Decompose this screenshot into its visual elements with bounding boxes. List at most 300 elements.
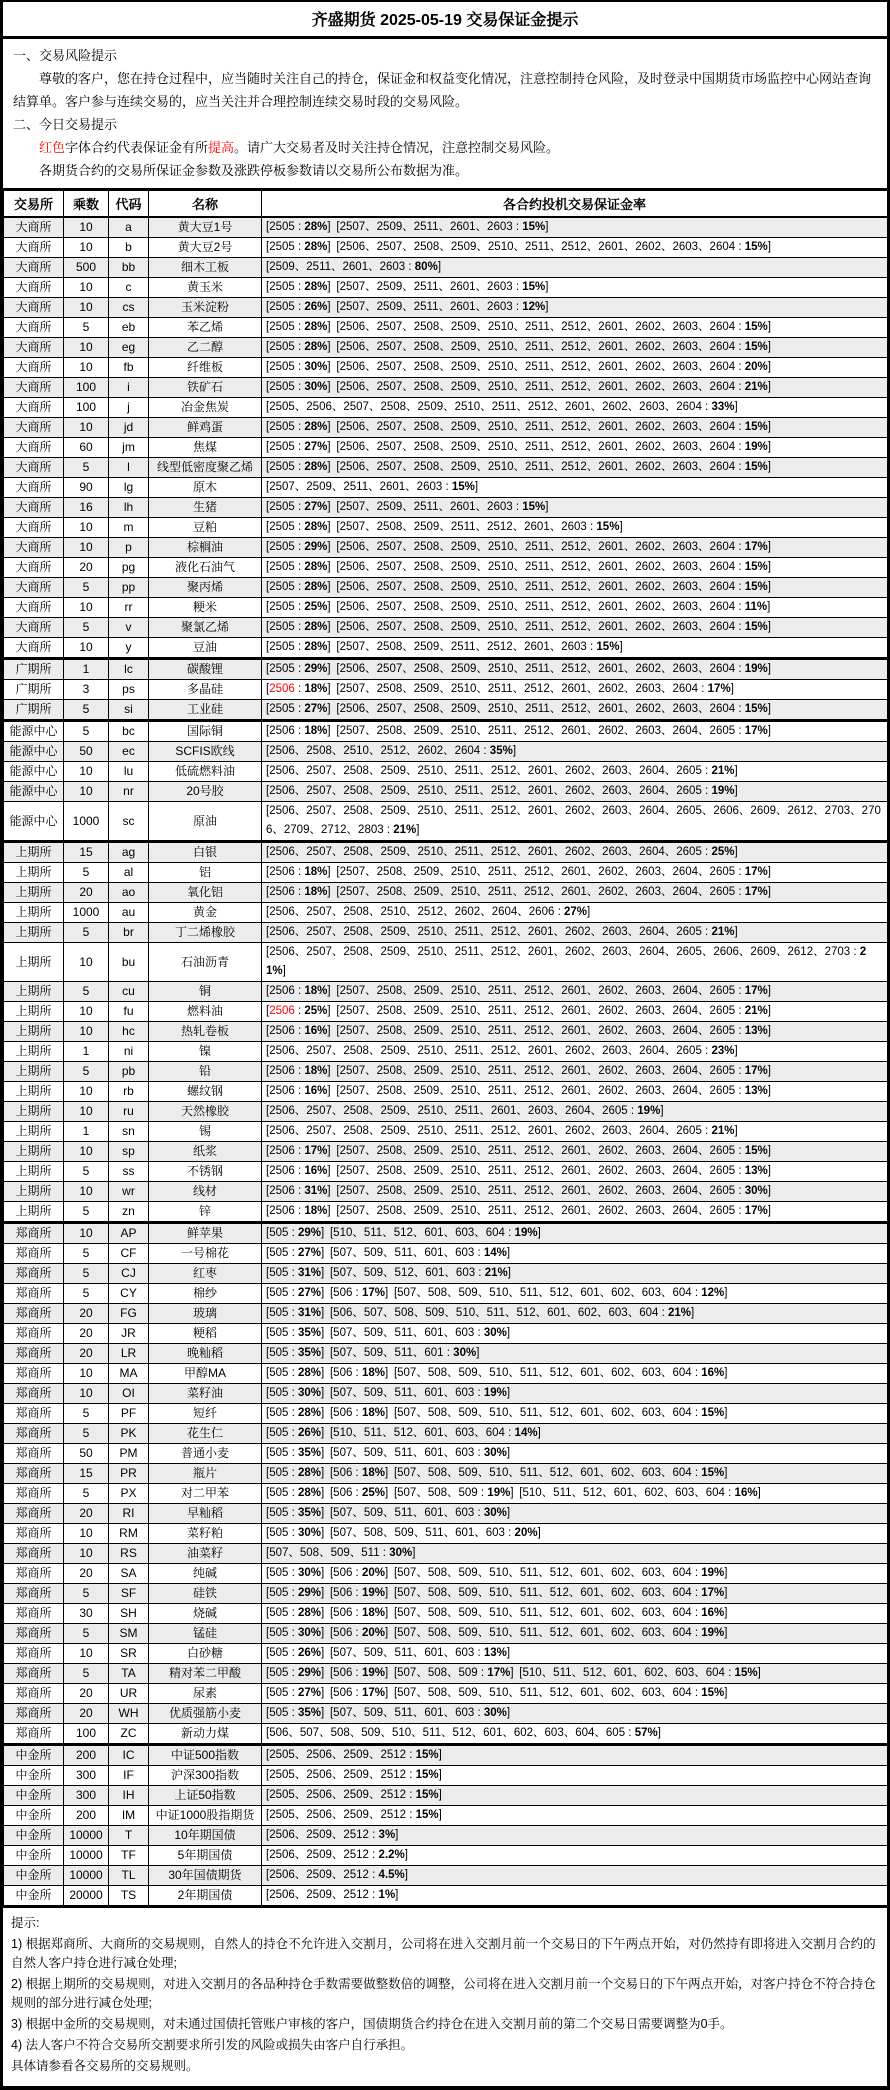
margin-rate-value: 17% xyxy=(487,1667,511,1679)
cell-code: j xyxy=(109,398,149,418)
contract-months: 505 xyxy=(269,1567,289,1579)
cell-exchange: 郑商所 xyxy=(4,1324,64,1344)
cell-exchange: 大商所 xyxy=(4,298,64,318)
cell-multiplier: 10 xyxy=(64,238,109,258)
table-row xyxy=(4,378,888,398)
table-row xyxy=(4,1745,888,1766)
margin-rate-value: 25% xyxy=(304,601,328,613)
cell-exchange: 中金所 xyxy=(4,1766,64,1786)
margin-rate-value: 28% xyxy=(304,421,328,433)
margin-rate-value: 18% xyxy=(304,683,328,695)
cell-code: PF xyxy=(109,1404,149,1424)
col-header-multiplier: 乘数 xyxy=(64,190,109,218)
margin-rate-value: 19% xyxy=(361,1667,385,1679)
note-item: 1) 根据郑商所、大商所的交易规则，自然人的持仓不允许进入交割月，公司将在进入交割月前一个交易日的下午两点开始，对仍然持有即将进入交割月合约的自然人客户持仓进行减仓处理; xyxy=(11,1937,876,1970)
table-row xyxy=(4,1604,888,1624)
cell-exchange: 大商所 xyxy=(4,378,64,398)
contract-months: 506 xyxy=(333,1567,353,1579)
contract-months: 2505 xyxy=(269,501,295,513)
cell-multiplier: 5 xyxy=(64,1624,109,1644)
cell-multiplier: 200 xyxy=(64,1745,109,1766)
cell-exchange: 郑商所 xyxy=(4,1584,64,1604)
cell-multiplier: 100 xyxy=(64,1724,109,1745)
cell-exchange: 郑商所 xyxy=(4,1304,64,1324)
margin-rate-value: 15% xyxy=(744,461,768,473)
cell-name: 尿素 xyxy=(149,1684,262,1704)
margin-rate-value: 15% xyxy=(701,1687,725,1699)
cell-exchange: 能源中心 xyxy=(4,762,64,782)
table-row xyxy=(4,1062,888,1082)
cell-code: IC xyxy=(109,1745,149,1766)
contract-months: 2505 xyxy=(269,421,295,433)
contract-months: 505 xyxy=(269,1507,289,1519)
cell-exchange: 中金所 xyxy=(4,1786,64,1806)
cell-multiplier: 10 xyxy=(64,538,109,558)
cell-code: ru xyxy=(109,1102,149,1122)
margin-rate-value: 27% xyxy=(297,1247,322,1259)
cell-name: 锰硅 xyxy=(149,1624,262,1644)
margin-rate-value: 29% xyxy=(297,1587,322,1599)
contract-months: 506 xyxy=(333,1627,353,1639)
margin-rate-value: 17% xyxy=(744,1205,768,1217)
table-row xyxy=(4,1182,888,1202)
contract-months: 2506、2508、2510、2512、2602、2604 xyxy=(269,745,481,757)
contract-months: 507、508、509、510、511、512、601、602、603、604 xyxy=(397,1607,692,1619)
cell-exchange: 郑商所 xyxy=(4,1344,64,1364)
contract-months: 507、508、509、511 xyxy=(269,1547,380,1559)
cell-exchange: 中金所 xyxy=(4,1886,64,1907)
cell-margin-rates: [505 : 35%] [507、509、511、601、603 : 30%] xyxy=(262,1504,888,1524)
cell-multiplier: 5 xyxy=(64,721,109,742)
cell-exchange: 中金所 xyxy=(4,1745,64,1766)
cell-multiplier: 3 xyxy=(64,680,109,700)
contract-months: 507、508、509、510、511、512、601、602、603、604 xyxy=(397,1587,692,1599)
cell-margin-rates: [505 : 30%] [506 : 20%] [507、508、509、510、511、512、601、602、603、604 : 19%] xyxy=(262,1564,888,1584)
cell-margin-rates: [505 : 28%] [506 : 18%] [507、508、509、510、511、512、601、602、603、604 : 16%] xyxy=(262,1364,888,1384)
cell-name: 上证50指数 xyxy=(149,1786,262,1806)
note-item: 4) 法人客户不符合交易所交割要求所引发的风险或损失由客户自行承担。 xyxy=(11,2038,414,2052)
risk-body: 尊敬的客户，您在持仓过程中，应当随时关注自己的持仓，保证金和权益变化情况，注意控制持仓风险，及时登录中国期货市场监控中心网站查询结算单。客户参与连续交易的，应当关注并合理控制连续交易时段的交易风险。 xyxy=(13,71,872,109)
cell-margin-rates: [2506 : 18%] [2507、2508、2509、2510、2511、2512、2601、2602、2603、2604、2605 : 17%] xyxy=(262,982,888,1002)
contract-months: 2507、2508、2509、2510、2511、2512、2601、2602、2603、2604、2605 xyxy=(339,1185,736,1197)
cell-multiplier: 10 xyxy=(64,1223,109,1244)
cell-multiplier: 20 xyxy=(64,1564,109,1584)
cell-code: IH xyxy=(109,1786,149,1806)
cell-name: 黄大豆1号 xyxy=(149,217,262,238)
cell-multiplier: 300 xyxy=(64,1766,109,1786)
cell-exchange: 郑商所 xyxy=(4,1664,64,1684)
cell-exchange: 上期所 xyxy=(4,1102,64,1122)
margin-rate-value: 30% xyxy=(297,1527,322,1539)
margin-rate-value: 13% xyxy=(483,1647,507,1659)
cell-exchange: 大商所 xyxy=(4,478,64,498)
cell-margin-rates: [505 : 27%] [507、509、511、601、603 : 14%] xyxy=(262,1244,888,1264)
cell-margin-rates: [2506 : 18%] [2507、2508、2509、2510、2511、2512、2601、2602、2603、2604、2605 : 17%] xyxy=(262,883,888,903)
margin-rate-value: 16% xyxy=(734,1487,758,1499)
cell-code: y xyxy=(109,638,149,659)
contract-months: 2505 xyxy=(269,321,295,333)
cell-exchange: 郑商所 xyxy=(4,1724,64,1745)
today-heading: 二、今日交易提示 xyxy=(13,117,118,132)
contract-months: 506 xyxy=(333,1407,353,1419)
cell-code: bb xyxy=(109,258,149,278)
contract-months: 505 xyxy=(269,1487,289,1499)
contract-months: 505 xyxy=(269,1227,289,1239)
margin-rate-value: 17% xyxy=(707,683,731,695)
margin-rate-value: 13% xyxy=(744,1085,768,1097)
cell-name: 油菜籽 xyxy=(149,1544,262,1564)
cell-exchange: 大商所 xyxy=(4,217,64,238)
margin-rate-value: 30% xyxy=(389,1547,413,1559)
contract-months: 507、509、511、601、603 xyxy=(333,1507,475,1519)
contract-months: 2507、2508、2509、2510、2511、2512、2601、2602、2603、2604、2605 xyxy=(339,1165,736,1177)
cell-exchange: 大商所 xyxy=(4,398,64,418)
cell-margin-rates: [505 : 30%] [507、508、509、511、601、603 : 20%] xyxy=(262,1524,888,1544)
contract-months: 505 xyxy=(269,1627,289,1639)
cell-code: pb xyxy=(109,1062,149,1082)
table-row xyxy=(4,278,888,298)
contract-months: 2506 xyxy=(269,886,295,898)
cell-margin-rates: [2506、2509、2512 : 4.5%] xyxy=(262,1866,888,1886)
cell-name: 铅 xyxy=(149,1062,262,1082)
contract-months: 2505 xyxy=(269,641,295,653)
cell-exchange: 大商所 xyxy=(4,358,64,378)
contract-months: 505 xyxy=(269,1247,289,1259)
cell-multiplier: 5 xyxy=(64,863,109,883)
margin-rate-value: 15% xyxy=(744,341,768,353)
col-header-name: 名称 xyxy=(149,190,262,218)
cell-code: PR xyxy=(109,1464,149,1484)
margin-rate-value: 19% xyxy=(711,785,735,797)
table-row xyxy=(4,238,888,258)
cell-exchange: 上期所 xyxy=(4,1082,64,1102)
cell-code: rb xyxy=(109,1082,149,1102)
cell-margin-rates: [505 : 29%] [510、511、512、601、603、604 : 19%] xyxy=(262,1223,888,1244)
cell-name: 硅铁 xyxy=(149,1584,262,1604)
cell-code: ni xyxy=(109,1042,149,1062)
cell-code: bu xyxy=(109,943,149,982)
table-row xyxy=(4,558,888,578)
cell-multiplier: 10 xyxy=(64,1082,109,1102)
cell-multiplier: 10 xyxy=(64,358,109,378)
margin-rate-value: 35% xyxy=(489,745,513,757)
cell-code: fb xyxy=(109,358,149,378)
cell-margin-rates: [505 : 30%] [506 : 20%] [507、508、509、510、511、512、601、602、603、604 : 19%] xyxy=(262,1624,888,1644)
table-row xyxy=(4,418,888,438)
table-row xyxy=(4,618,888,638)
contract-months: 507、509、511、601、603 xyxy=(333,1327,475,1339)
cell-name: 镍 xyxy=(149,1042,262,1062)
contract-months: 2507、2508、2509、2510、2511、2512、2601、2602、2603、2604、2605 xyxy=(339,1025,736,1037)
contract-months: 2506、2507、2508、2510、2512、2602、2604、2606 xyxy=(269,906,555,918)
cell-name: SCFIS欧线 xyxy=(149,742,262,762)
cell-code: PX xyxy=(109,1484,149,1504)
cell-name: 焦煤 xyxy=(149,438,262,458)
margin-rate-value: 12% xyxy=(701,1287,725,1299)
cell-exchange: 大商所 xyxy=(4,578,64,598)
cell-name: 锡 xyxy=(149,1122,262,1142)
table-row xyxy=(4,1364,888,1384)
contract-months: 2506、2507、2508、2509、2510、2511、2512、2601、2602、2603、2604 xyxy=(339,361,736,373)
contract-months: 2506、2507、2508、2509、2510、2511、2512、2601、2602、2603、2604 xyxy=(339,621,736,633)
cell-name: 10年期国债 xyxy=(149,1826,262,1846)
cell-code: wr xyxy=(109,1182,149,1202)
cell-multiplier: 10 xyxy=(64,1384,109,1404)
cell-margin-rates: [505 : 35%] [507、509、511、601 : 30%] xyxy=(262,1344,888,1364)
cell-name: 早籼稻 xyxy=(149,1504,262,1524)
margin-rate-value: 17% xyxy=(744,541,768,553)
cell-exchange: 大商所 xyxy=(4,238,64,258)
cell-multiplier: 90 xyxy=(64,478,109,498)
cell-multiplier: 5 xyxy=(64,1404,109,1424)
table-row xyxy=(4,258,888,278)
cell-margin-rates: [2506 : 18%] [2507、2508、2509、2510、2511、2512、2601、2602、2603、2604、2605 : 17%] xyxy=(262,721,888,742)
table-row xyxy=(4,903,888,923)
cell-exchange: 郑商所 xyxy=(4,1244,64,1264)
margin-rate-value: 31% xyxy=(304,1185,328,1197)
cell-exchange: 郑商所 xyxy=(4,1684,64,1704)
cell-margin-rates: [2506、2507、2508、2509、2510、2511、2512、2601、2602、2603、2604、2605 : 21%] xyxy=(262,1122,888,1142)
cell-code: CF xyxy=(109,1244,149,1264)
cell-margin-rates: [2505 : 28%] [2507、2508、2509、2511、2512、2601、2603 : 15%] xyxy=(262,518,888,538)
cell-exchange: 大商所 xyxy=(4,458,64,478)
contract-months: 2505 xyxy=(269,663,295,675)
contract-months: 506 xyxy=(333,1587,353,1599)
cell-margin-rates: [505 : 31%] [507、509、512、601、603 : 21%] xyxy=(262,1264,888,1284)
cell-name: 花生仁 xyxy=(149,1424,262,1444)
cell-name: 2年期国债 xyxy=(149,1886,262,1907)
intro-section xyxy=(3,39,887,188)
margin-rate-value: 80% xyxy=(414,261,438,273)
cell-name: 氧化铝 xyxy=(149,883,262,903)
cell-name: 棉纱 xyxy=(149,1284,262,1304)
note-item: 2) 根据上期所的交易规则，对进入交割月的各品种持仓手数需要做整数倍的调整，公司将在进入交割月前一个交易日的下午两点开始，对客户持仓不符合持仓规则的部分进行减仓处理; xyxy=(11,1977,876,2010)
contract-months: 507、509、512、601、603 xyxy=(333,1267,476,1279)
cell-exchange: 上期所 xyxy=(4,923,64,943)
contract-months: 505 xyxy=(269,1267,289,1279)
contract-months: 505 xyxy=(269,1407,289,1419)
contract-months: 2506、2507、2508、2509、2510、2511、2512、2601、2602、2603、2604 xyxy=(339,421,736,433)
table-row xyxy=(4,1002,888,1022)
cell-exchange: 能源中心 xyxy=(4,742,64,762)
cell-code: jd xyxy=(109,418,149,438)
margin-rate-value: 21% xyxy=(711,926,735,938)
margin-rate-value: 25% xyxy=(711,846,735,858)
cell-margin-rates: [505 : 31%] [506、507、508、509、510、511、512、601、602、603、604 : 21%] xyxy=(262,1304,888,1324)
contract-months: 2505 xyxy=(269,241,295,253)
margin-rate-value: 21% xyxy=(744,381,768,393)
table-row xyxy=(4,217,888,238)
cell-exchange: 郑商所 xyxy=(4,1704,64,1724)
cell-code: SR xyxy=(109,1644,149,1664)
today-line2: 各期货合约的交易所保证金参数及涨跌停板参数请以交易所公布数据为准。 xyxy=(39,163,469,178)
cell-multiplier: 10000 xyxy=(64,1866,109,1886)
cell-multiplier: 5 xyxy=(64,700,109,721)
cell-margin-rates: [2505 : 26%] [2507、2509、2511、2601、2603 : 12%] xyxy=(262,298,888,318)
cell-code: ec xyxy=(109,742,149,762)
table-row xyxy=(4,1624,888,1644)
table-row xyxy=(4,1484,888,1504)
page-title: 齐盛期货 2025-05-19 交易保证金提示 xyxy=(3,2,887,39)
margin-rate-value: 15% xyxy=(596,521,620,533)
cell-multiplier: 5 xyxy=(64,1664,109,1684)
contract-months: 2505 xyxy=(269,301,295,313)
margin-rate-value: 17% xyxy=(304,1145,328,1157)
cell-multiplier: 10000 xyxy=(64,1826,109,1846)
contract-months: 507、508、509、510、511、512、601、602、603、604 xyxy=(397,1407,692,1419)
cell-name: 石油沥青 xyxy=(149,943,262,982)
cell-margin-rates: [2505 : 27%] [2507、2509、2511、2601、2603 : 15%] xyxy=(262,498,888,518)
table-row xyxy=(4,802,888,842)
margin-rate-value: 33% xyxy=(711,401,735,413)
contract-months: 2507、2509、2511、2601、2603 xyxy=(339,501,513,513)
margin-rate-value: 29% xyxy=(304,663,328,675)
contract-months: 2506、2509、2512 xyxy=(269,1829,369,1841)
contract-months: 507、508、509 xyxy=(397,1487,478,1499)
table-row xyxy=(4,1444,888,1464)
table-row xyxy=(4,1142,888,1162)
margin-rate-value: 15% xyxy=(744,561,768,573)
cell-exchange: 广期所 xyxy=(4,700,64,721)
cell-multiplier: 5 xyxy=(64,1584,109,1604)
cell-name: 线型低密度聚乙烯 xyxy=(149,458,262,478)
cell-name: 铜 xyxy=(149,982,262,1002)
margin-rate-value: 28% xyxy=(304,461,328,473)
cell-multiplier: 200 xyxy=(64,1806,109,1826)
cell-name: 粳稻 xyxy=(149,1324,262,1344)
contract-months: 2505 xyxy=(269,361,295,373)
margin-rate-value: 17% xyxy=(744,985,768,997)
contract-months: 2505 xyxy=(269,621,295,633)
cell-code: i xyxy=(109,378,149,398)
cell-code: pp xyxy=(109,578,149,598)
cell-name: 乙二醇 xyxy=(149,338,262,358)
margin-rate-value: 17% xyxy=(361,1287,385,1299)
cell-multiplier: 10 xyxy=(64,1644,109,1664)
cell-margin-rates: [2505 : 28%] [2506、2507、2508、2509、2510、2511、2512、2601、2602、2603、2604 : 15%] xyxy=(262,238,888,258)
cell-code: ao xyxy=(109,883,149,903)
cell-exchange: 中金所 xyxy=(4,1846,64,1866)
cell-code: UR xyxy=(109,1684,149,1704)
table-row xyxy=(4,498,888,518)
cell-margin-rates: [505 : 35%] [507、509、511、601、603 : 30%] xyxy=(262,1444,888,1464)
cell-code: hc xyxy=(109,1022,149,1042)
margin-rate-value: 18% xyxy=(361,1407,385,1419)
contract-months: 505 xyxy=(269,1647,289,1659)
table-row xyxy=(4,1082,888,1102)
cell-multiplier: 10 xyxy=(64,518,109,538)
margin-rate-value: 17% xyxy=(744,1065,768,1077)
table-header-row xyxy=(4,190,888,218)
cell-exchange: 上期所 xyxy=(4,1162,64,1182)
cell-name: 菜籽粕 xyxy=(149,1524,262,1544)
margin-rate-value: 16% xyxy=(701,1367,725,1379)
cell-code: si xyxy=(109,700,149,721)
margin-rate-value: 15% xyxy=(744,621,768,633)
cell-name: 中证1000股指期货 xyxy=(149,1806,262,1826)
contract-months: 507、509、511、601、603 xyxy=(333,1387,475,1399)
cell-exchange: 郑商所 xyxy=(4,1364,64,1384)
col-header-rates: 各合约投机交易保证金率 xyxy=(262,190,888,218)
cell-multiplier: 10 xyxy=(64,782,109,802)
margin-rate-value: 18% xyxy=(304,866,328,878)
cell-code: TS xyxy=(109,1886,149,1907)
cell-margin-rates: [2506 : 16%] [2507、2508、2509、2510、2511、2512、2601、2602、2603、2604、2605 : 13%] xyxy=(262,1162,888,1182)
cell-multiplier: 10 xyxy=(64,1002,109,1022)
cell-multiplier: 5 xyxy=(64,1202,109,1223)
cell-exchange: 上期所 xyxy=(4,1002,64,1022)
contract-months: 2506、2507、2508、2509、2510、2511、2512、2601、2602、2603、2604 xyxy=(339,341,736,353)
cell-name: 优质强筋小麦 xyxy=(149,1704,262,1724)
cell-margin-rates: [2506 : 16%] [2507、2508、2509、2510、2511、2512、2601、2602、2603、2604、2605 : 13%] xyxy=(262,1022,888,1042)
cell-name: 玉米淀粉 xyxy=(149,298,262,318)
cell-margin-rates: [2506 : 18%] [2507、2508、2509、2510、2511、2512、2601、2602、2603、2604、2605 : 17%] xyxy=(262,1202,888,1223)
table-row xyxy=(4,1724,888,1745)
margin-rate-value: 18% xyxy=(304,725,328,737)
cell-margin-rates: [2505、2506、2509、2512 : 15%] xyxy=(262,1745,888,1766)
contract-months: 505 xyxy=(269,1367,289,1379)
contract-months: 2507、2508、2509、2511、2512、2601、2603 xyxy=(339,521,587,533)
cell-margin-rates: [2505 : 25%] [2506、2507、2508、2509、2510、2511、2512、2601、2602、2603、2604 : 11%] xyxy=(262,598,888,618)
cell-code: CY xyxy=(109,1284,149,1304)
cell-multiplier: 20 xyxy=(64,1684,109,1704)
cell-code: PM xyxy=(109,1444,149,1464)
col-header-code: 代码 xyxy=(109,190,149,218)
contract-months: 2507、2509、2511、2601、2603 xyxy=(269,481,443,493)
contract-months: 2505 xyxy=(269,461,295,473)
cell-exchange: 郑商所 xyxy=(4,1264,64,1284)
contract-months: 2506、2509、2512 xyxy=(269,1889,369,1901)
cell-code: MA xyxy=(109,1364,149,1384)
table-row xyxy=(4,1324,888,1344)
today-line1-mid: 字体合约代表保证金有所 xyxy=(65,140,209,155)
cell-margin-rates: [505 : 26%] [507、509、511、601、603 : 13%] xyxy=(262,1644,888,1664)
contract-months: 2506、2507、2508、2509、2510、2511、2512、2601、2602、2603、2604 xyxy=(339,381,736,393)
margin-rate-value: 15% xyxy=(744,1145,768,1157)
margin-rate-value: 30% xyxy=(297,1627,322,1639)
margin-rate-value: 19% xyxy=(637,1105,661,1117)
margin-rate-value: 15% xyxy=(744,241,768,253)
cell-margin-rates: [505 : 35%] [507、509、511、601、603 : 30%] xyxy=(262,1324,888,1344)
contract-months: 2507、2509、2511、2601、2603 xyxy=(339,281,513,293)
margin-rate-value: 30% xyxy=(483,1707,507,1719)
cell-margin-rates: [505 : 26%] [510、511、512、601、603、604 : 14%] xyxy=(262,1424,888,1444)
cell-name: 黄大豆2号 xyxy=(149,238,262,258)
cell-code: eg xyxy=(109,338,149,358)
contract-months: 506 xyxy=(333,1487,353,1499)
cell-exchange: 大商所 xyxy=(4,618,64,638)
cell-name: 螺纹钢 xyxy=(149,1082,262,1102)
margin-rate-value: 19% xyxy=(744,663,768,675)
margin-rate-value: 16% xyxy=(304,1165,328,1177)
contract-months: 2506、2507、2508、2509、2510、2511、2512、2601、2602、2603、2604 xyxy=(339,461,736,473)
contract-months: 2506、2507、2508、2509、2510、2511、2512、2601、2602、2603、2604、2605 xyxy=(269,765,702,777)
cell-name: 细木工板 xyxy=(149,258,262,278)
cell-margin-rates: [507、508、509、511 : 30%] xyxy=(262,1544,888,1564)
cell-code: rr xyxy=(109,598,149,618)
cell-multiplier: 10000 xyxy=(64,1846,109,1866)
contract-months: 2507、2508、2509、2510、2511、2512、2601、2602、2603、2604、2605 xyxy=(339,886,736,898)
table-row xyxy=(4,338,888,358)
cell-code: T xyxy=(109,1826,149,1846)
table-row xyxy=(4,518,888,538)
cell-name: 晚籼稻 xyxy=(149,1344,262,1364)
table-row xyxy=(4,1264,888,1284)
cell-name: 豆油 xyxy=(149,638,262,659)
contract-months: 2506、2507、2508、2509、2510、2511、2512、2601、2602、2603、2604 xyxy=(339,561,736,573)
margin-table xyxy=(3,188,888,1908)
cell-multiplier: 50 xyxy=(64,1444,109,1464)
